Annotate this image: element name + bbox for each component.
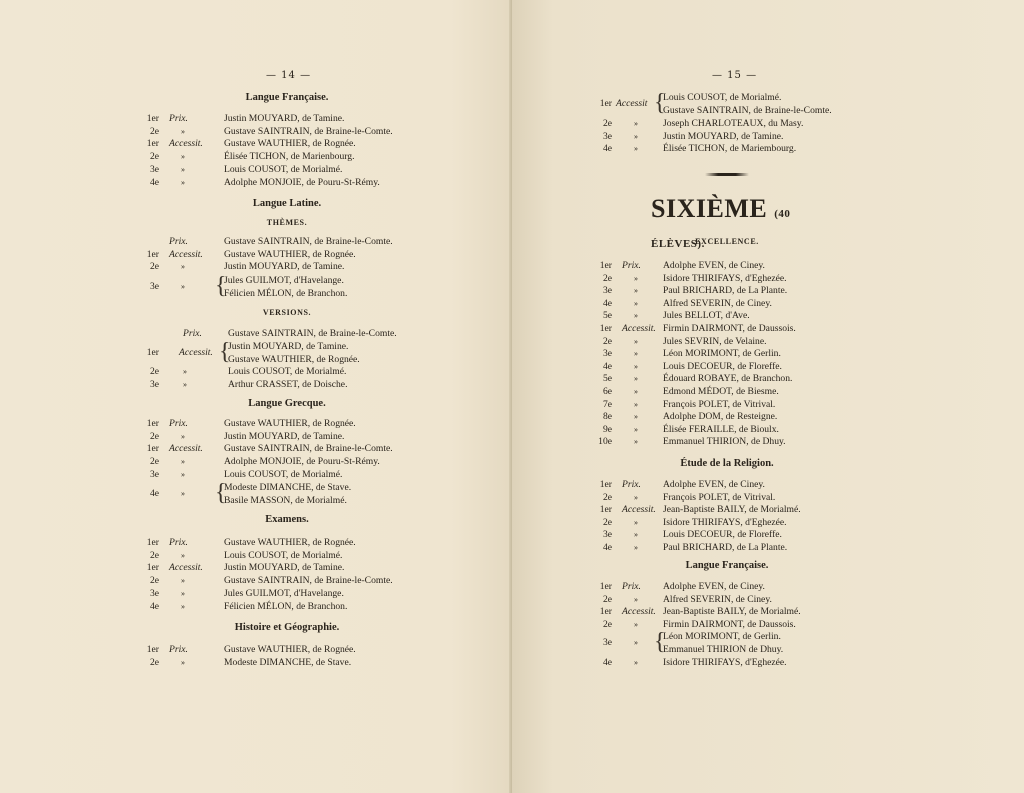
award-label: Prix. xyxy=(169,644,188,655)
table-row xyxy=(143,417,463,430)
award-label: Accessit. xyxy=(179,347,213,359)
table-row xyxy=(596,435,916,448)
student-name: Edmond MÉDOT, de Biesme. xyxy=(663,386,779,397)
student-name: Adolphe EVEN, de Ciney. xyxy=(663,260,765,271)
student-name: Félicien MÉLON, de Branchon. xyxy=(224,600,348,612)
table-row xyxy=(224,287,524,300)
table-row xyxy=(143,112,463,125)
student-name: Louis COUSOT, de Morialmé. xyxy=(663,92,782,103)
rank-label: 4e xyxy=(602,542,612,553)
table-row xyxy=(143,561,463,574)
ditto-mark: » xyxy=(634,273,638,283)
rank-label: 3e xyxy=(602,348,612,360)
brace-glyph: { xyxy=(215,480,227,506)
table-row xyxy=(596,398,916,411)
award-label: Prix. xyxy=(169,537,188,548)
ditto-mark: » xyxy=(181,601,185,611)
student-name: Gustave SAINTRAIN, de Braine-le-Comte. xyxy=(224,236,393,247)
student-name: Modeste DIMANCHE, de Stave. xyxy=(224,482,352,493)
brace-glyph: { xyxy=(215,273,227,299)
student-name: Adolphe MONJOIE, de Pouru-St-Rémy. xyxy=(224,176,380,188)
table-row xyxy=(143,378,463,391)
ditto-mark: » xyxy=(634,658,638,667)
award-label: Accessit. xyxy=(169,138,203,150)
table-row xyxy=(596,117,916,130)
award-label: Accessit. xyxy=(169,562,203,574)
rank-label: 9e xyxy=(602,423,612,435)
rank-label: 2e xyxy=(602,516,612,528)
class-title: SIXIÈME xyxy=(651,194,768,223)
rank-label: 2e xyxy=(602,593,612,605)
ditto-mark: » xyxy=(181,262,185,272)
ditto-mark: » xyxy=(183,379,187,389)
table-row xyxy=(143,125,463,138)
table-row xyxy=(596,516,916,529)
table-row xyxy=(596,297,916,310)
table-row xyxy=(143,248,463,261)
student-name: Alfred SEVERIN, de Ciney. xyxy=(663,593,772,605)
ditto-mark: » xyxy=(181,431,185,441)
student-name: Léon MORIMONT, de Gerlin. xyxy=(663,631,781,642)
table-row xyxy=(596,372,916,385)
table-row xyxy=(224,494,524,507)
student-name: Paul BRICHARD, de La Plante. xyxy=(663,542,788,553)
student-name: Louis DECOEUR, de Floreffe. xyxy=(663,529,782,541)
table-row xyxy=(596,593,916,606)
student-name: Léon MORIMONT, de Gerlin. xyxy=(663,348,781,360)
student-name: Justin MOUYARD, de Tamine. xyxy=(224,430,345,442)
student-name: Louis COUSOT, de Morialmé. xyxy=(224,468,343,480)
rank-label: 4e xyxy=(602,360,612,372)
table-row xyxy=(596,491,916,504)
table-row xyxy=(663,630,963,643)
rank-label: 2e xyxy=(149,366,159,377)
table-row xyxy=(143,430,463,443)
student-name: Adolphe EVEN, de Ciney. xyxy=(663,581,765,592)
section-heading: Langue Latine. xyxy=(252,198,322,209)
award-label: Prix. xyxy=(622,479,641,490)
student-name: Jules SEVRIN, de Velaine. xyxy=(663,335,767,347)
student-name: Arthur CRASSET, de Doische. xyxy=(228,378,348,390)
ditto-mark: » xyxy=(181,469,185,479)
student-name: Joseph CHARLOTEAUX, du Masy. xyxy=(663,118,804,129)
rank-label: 1er xyxy=(146,644,159,655)
student-name: François POLET, de Vitrival. xyxy=(663,491,776,503)
ditto-mark: » xyxy=(634,144,638,154)
ditto-mark: » xyxy=(181,657,185,667)
rank-label: 3e xyxy=(149,378,159,390)
brace-glyph: { xyxy=(654,629,666,655)
rank-label: 4e xyxy=(149,176,159,188)
table-row xyxy=(596,503,916,516)
student-name: Louis COUSOT, de Morialmé. xyxy=(224,549,343,561)
table-row xyxy=(143,487,203,500)
award-label: Prix. xyxy=(622,260,641,271)
table-row xyxy=(224,481,524,494)
ditto-mark: » xyxy=(634,517,638,527)
table-row xyxy=(596,656,916,669)
rank-label: 3e xyxy=(602,529,612,541)
table-row xyxy=(228,340,528,353)
student-name: Justin MOUYARD, de Tamine. xyxy=(228,341,349,352)
ditto-mark: » xyxy=(634,311,638,321)
student-name: Justin MOUYARD, de Tamine. xyxy=(224,113,345,124)
rank-label: 2e xyxy=(149,575,159,587)
ditto-mark: » xyxy=(634,424,638,434)
table-row xyxy=(143,137,463,150)
student-name: Jean-Baptiste BAILY, de Morialmé. xyxy=(663,606,801,618)
student-name: Isidore THIRIFAYS, d'Eghezée. xyxy=(663,272,787,284)
award-label: Accessit. xyxy=(622,323,656,334)
ditto-mark: » xyxy=(634,298,638,308)
table-row xyxy=(143,656,463,669)
table-row xyxy=(663,643,963,656)
ditto-mark: » xyxy=(634,543,638,552)
table-row xyxy=(596,284,916,297)
ditto-mark: » xyxy=(181,152,185,162)
rank-label: 5e xyxy=(602,373,612,385)
table-row xyxy=(596,142,916,155)
table-row xyxy=(596,636,656,649)
table-row xyxy=(143,442,463,455)
award-label: Prix. xyxy=(169,236,188,247)
rank-label: 2e xyxy=(602,335,612,347)
student-name: Gustave WAUTHIER, de Rognée. xyxy=(224,644,356,655)
section-heading: Examens. xyxy=(265,514,309,525)
rank-label: 4e xyxy=(149,600,159,612)
rank-label: 2e xyxy=(149,261,159,273)
table-row xyxy=(143,327,463,340)
student-name: Gustave WAUTHIER, de Rognée. xyxy=(224,248,356,260)
table-row xyxy=(596,618,916,631)
rank-label: 1er xyxy=(146,113,159,124)
ditto-mark: » xyxy=(181,588,185,598)
ditto-mark: » xyxy=(634,349,638,359)
rank-label: 2e xyxy=(149,656,159,668)
table-row xyxy=(143,163,463,176)
ditto-mark: » xyxy=(634,374,638,384)
award-label: Accessit. xyxy=(622,504,656,516)
brace-glyph: { xyxy=(654,90,666,116)
ditto-mark: » xyxy=(181,282,185,292)
ditto-mark: » xyxy=(634,412,638,422)
rank-label: 4e xyxy=(602,657,612,668)
ditto-mark: » xyxy=(634,119,638,128)
table-row xyxy=(596,347,916,360)
rank-label: 1er xyxy=(146,443,159,455)
ditto-mark: » xyxy=(634,387,638,396)
student-name: Justin MOUYARD, de Tamine. xyxy=(663,130,784,142)
section-heading: Langue Française. xyxy=(685,560,769,571)
ditto-mark: » xyxy=(181,177,185,187)
rank-label: 2e xyxy=(149,456,159,468)
student-name: Jules GUILMOT, d'Havelange. xyxy=(224,275,344,286)
award-label: Prix. xyxy=(183,328,202,339)
section-heading: Langue Française. xyxy=(245,92,329,103)
table-row xyxy=(143,365,463,378)
student-name: Gustave SAINTRAIN, de Braine-le-Comte. xyxy=(663,104,832,116)
table-row xyxy=(596,309,916,322)
table-row xyxy=(143,346,213,359)
student-name: Édouard ROBAYE, de Branchon. xyxy=(663,373,793,385)
table-row xyxy=(143,280,203,293)
rank-label: 1er xyxy=(146,248,159,260)
ditto-mark: » xyxy=(634,437,638,447)
student-name: Félicien MÉLON, de Branchon. xyxy=(224,287,348,299)
rank-label: 1er xyxy=(599,479,612,490)
award-label: Accessit. xyxy=(169,443,203,455)
ditto-mark: » xyxy=(634,286,638,296)
student-name: Emmanuel THIRION, de Dhuy. xyxy=(663,436,786,448)
section-subheading: THÈMES. xyxy=(266,218,308,227)
student-name: Justin MOUYARD, de Tamine. xyxy=(224,562,345,574)
section-heading: Étude de la Religion. xyxy=(680,458,774,469)
rank-label: 2e xyxy=(602,118,612,129)
student-name: Justin MOUYARD, de Tamine. xyxy=(224,261,345,273)
rank-label: 3e xyxy=(602,637,612,649)
table-row xyxy=(224,274,524,287)
rank-label: 1er xyxy=(599,98,612,110)
rank-label: 1er xyxy=(146,347,159,359)
student-name: Élisée FERAILLE, de Bioulx. xyxy=(663,423,779,435)
table-row xyxy=(596,259,916,272)
table-row xyxy=(228,353,528,366)
rank-label: 1er xyxy=(599,504,612,516)
table-row xyxy=(663,91,963,104)
rank-label: 2e xyxy=(149,125,159,137)
rank-label: 1er xyxy=(146,537,159,548)
section-subheading: VERSIONS. xyxy=(262,308,312,317)
student-name: Gustave WAUTHIER, de Rognée. xyxy=(224,418,356,429)
student-name: Élisée TICHON, de Mariembourg. xyxy=(663,143,797,155)
section-subheading: EXCELLENCE. xyxy=(695,237,759,246)
table-row xyxy=(143,468,463,481)
ornament-rule xyxy=(705,173,749,176)
table-row xyxy=(596,605,916,618)
student-name: Modeste DIMANCHE, de Stave. xyxy=(224,656,352,668)
table-row xyxy=(143,536,463,549)
student-name: Gustave WAUTHIER, de Rognée. xyxy=(228,353,360,365)
ditto-mark: » xyxy=(181,550,185,560)
student-name: Jules BELLOT, d'Ave. xyxy=(663,310,750,322)
right-page xyxy=(512,0,1024,793)
table-row xyxy=(596,97,656,110)
rank-label: 4e xyxy=(602,143,612,155)
rank-label: 1er xyxy=(146,138,159,150)
table-row xyxy=(143,600,463,613)
table-row xyxy=(596,385,916,398)
rank-label: 8e xyxy=(602,411,612,423)
table-row xyxy=(596,580,916,593)
student-name: Gustave SAINTRAIN, de Braine-le-Comte. xyxy=(224,575,393,587)
student-name: Jean-Baptiste BAILY, de Morialmé. xyxy=(663,504,801,516)
rank-label: 6e xyxy=(602,386,612,397)
student-name: Louis DECOEUR, de Floreffe. xyxy=(663,360,782,372)
table-row xyxy=(143,549,463,562)
rank-label: 2e xyxy=(149,549,159,561)
table-row xyxy=(143,455,463,468)
table-row xyxy=(143,176,463,189)
class-count: (40 ÉLÈVES). xyxy=(651,208,791,250)
ditto-mark: » xyxy=(634,131,638,141)
ditto-mark: » xyxy=(181,457,185,467)
section-heading: Langue Grecque. xyxy=(248,398,326,409)
rank-label: 1er xyxy=(599,606,612,618)
ditto-mark: » xyxy=(181,126,185,136)
rank-label: 3e xyxy=(602,285,612,297)
student-name: Gustave SAINTRAIN, de Braine-le-Comte. xyxy=(228,328,397,339)
table-row xyxy=(143,643,463,656)
rank-label: 2e xyxy=(602,491,612,503)
student-name: Isidore THIRIFAYS, d'Eghezée. xyxy=(663,516,787,528)
student-name: Gustave WAUTHIER, de Rognée. xyxy=(224,537,356,548)
section-heading: Histoire et Géographie. xyxy=(234,622,340,633)
rank-label: 4e xyxy=(602,297,612,309)
rank-label: 2e xyxy=(602,272,612,284)
rank-label: 3e xyxy=(149,587,159,599)
rank-label: 1er xyxy=(599,581,612,592)
rank-label: 2e xyxy=(602,618,612,630)
student-name: Basile MASSON, de Morialmé. xyxy=(224,494,347,506)
rank-label: 7e xyxy=(602,398,612,410)
award-label: Prix. xyxy=(169,418,188,429)
table-row xyxy=(596,423,916,436)
student-name: Alfred SEVERIN, de Ciney. xyxy=(663,297,772,309)
student-name: Firmin DAIRMONT, de Daussois. xyxy=(663,618,796,630)
student-name: Gustave SAINTRAIN, de Braine-le-Comte. xyxy=(224,125,393,137)
student-name: Adolphe EVEN, de Ciney. xyxy=(663,479,765,490)
ditto-mark: » xyxy=(181,576,185,586)
ditto-mark: » xyxy=(634,594,638,604)
ditto-mark: » xyxy=(634,530,638,540)
rank-label: 1er xyxy=(599,323,612,334)
ditto-mark: » xyxy=(634,399,638,409)
ditto-mark: » xyxy=(181,164,185,174)
student-name: Louis COUSOT, de Morialmé. xyxy=(224,163,343,175)
student-name: Adolphe DOM, de Resteigne. xyxy=(663,411,778,423)
table-row xyxy=(596,335,916,348)
rank-label: 1er xyxy=(146,562,159,574)
award-label: Accessit. xyxy=(622,606,656,618)
table-row xyxy=(663,104,963,117)
ditto-mark: » xyxy=(634,361,638,371)
rank-label: 2e xyxy=(149,151,159,163)
student-name: Louis COUSOT, de Morialmé. xyxy=(228,366,347,377)
award-label: Accessit xyxy=(616,98,648,110)
student-name: Gustave SAINTRAIN, de Braine-le-Comte. xyxy=(224,443,393,455)
table-row xyxy=(143,587,463,600)
table-row xyxy=(596,410,916,423)
rank-label: 5e xyxy=(602,310,612,322)
table-row xyxy=(596,272,916,285)
rank-label: 1er xyxy=(599,260,612,271)
rank-label: 1er xyxy=(146,418,159,429)
rank-label: 3e xyxy=(149,468,159,480)
table-row xyxy=(596,541,916,554)
rank-label: 3e xyxy=(602,130,612,142)
ditto-mark: » xyxy=(634,638,638,648)
table-row xyxy=(596,322,916,335)
rank-label: 3e xyxy=(149,281,159,293)
ditto-mark: » xyxy=(181,489,185,499)
student-name: Jules GUILMOT, d'Havelange. xyxy=(224,587,344,599)
table-row xyxy=(143,235,463,248)
table-row xyxy=(143,574,463,587)
page-number: — 15 — xyxy=(712,70,758,81)
student-name: Firmin DAIRMONT, de Daussois. xyxy=(663,323,796,334)
page-number: — 14 — xyxy=(266,70,312,81)
student-name: Adolphe MONJOIE, de Pouru-St-Rémy. xyxy=(224,456,380,468)
award-label: Accessit. xyxy=(169,248,203,260)
ditto-mark: » xyxy=(183,367,187,376)
rank-label: 10e xyxy=(598,436,612,448)
table-row xyxy=(596,360,916,373)
student-name: Paul BRICHARD, de La Plante. xyxy=(663,285,788,297)
award-label: Prix. xyxy=(622,581,641,592)
student-name: Isidore THIRIFAYS, d'Eghezée. xyxy=(663,657,787,668)
ditto-mark: » xyxy=(634,619,638,629)
table-row xyxy=(143,150,463,163)
award-label: Prix. xyxy=(169,113,188,124)
rank-label: 4e xyxy=(149,488,159,500)
table-row xyxy=(143,260,463,273)
student-name: Emmanuel THIRION de Dhuy. xyxy=(663,643,784,655)
student-name: François POLET, de Vitrival. xyxy=(663,398,776,410)
student-name: Gustave WAUTHIER, de Rognée. xyxy=(224,138,356,150)
ditto-mark: » xyxy=(634,492,638,502)
ditto-mark: » xyxy=(634,336,638,346)
student-name: Élisée TICHON, de Marienbourg. xyxy=(224,151,355,163)
table-row xyxy=(596,130,916,143)
rank-label: 3e xyxy=(149,163,159,175)
table-row xyxy=(596,478,916,491)
rank-label: 2e xyxy=(149,430,159,442)
brace-glyph: { xyxy=(219,339,231,365)
table-row xyxy=(596,528,916,541)
